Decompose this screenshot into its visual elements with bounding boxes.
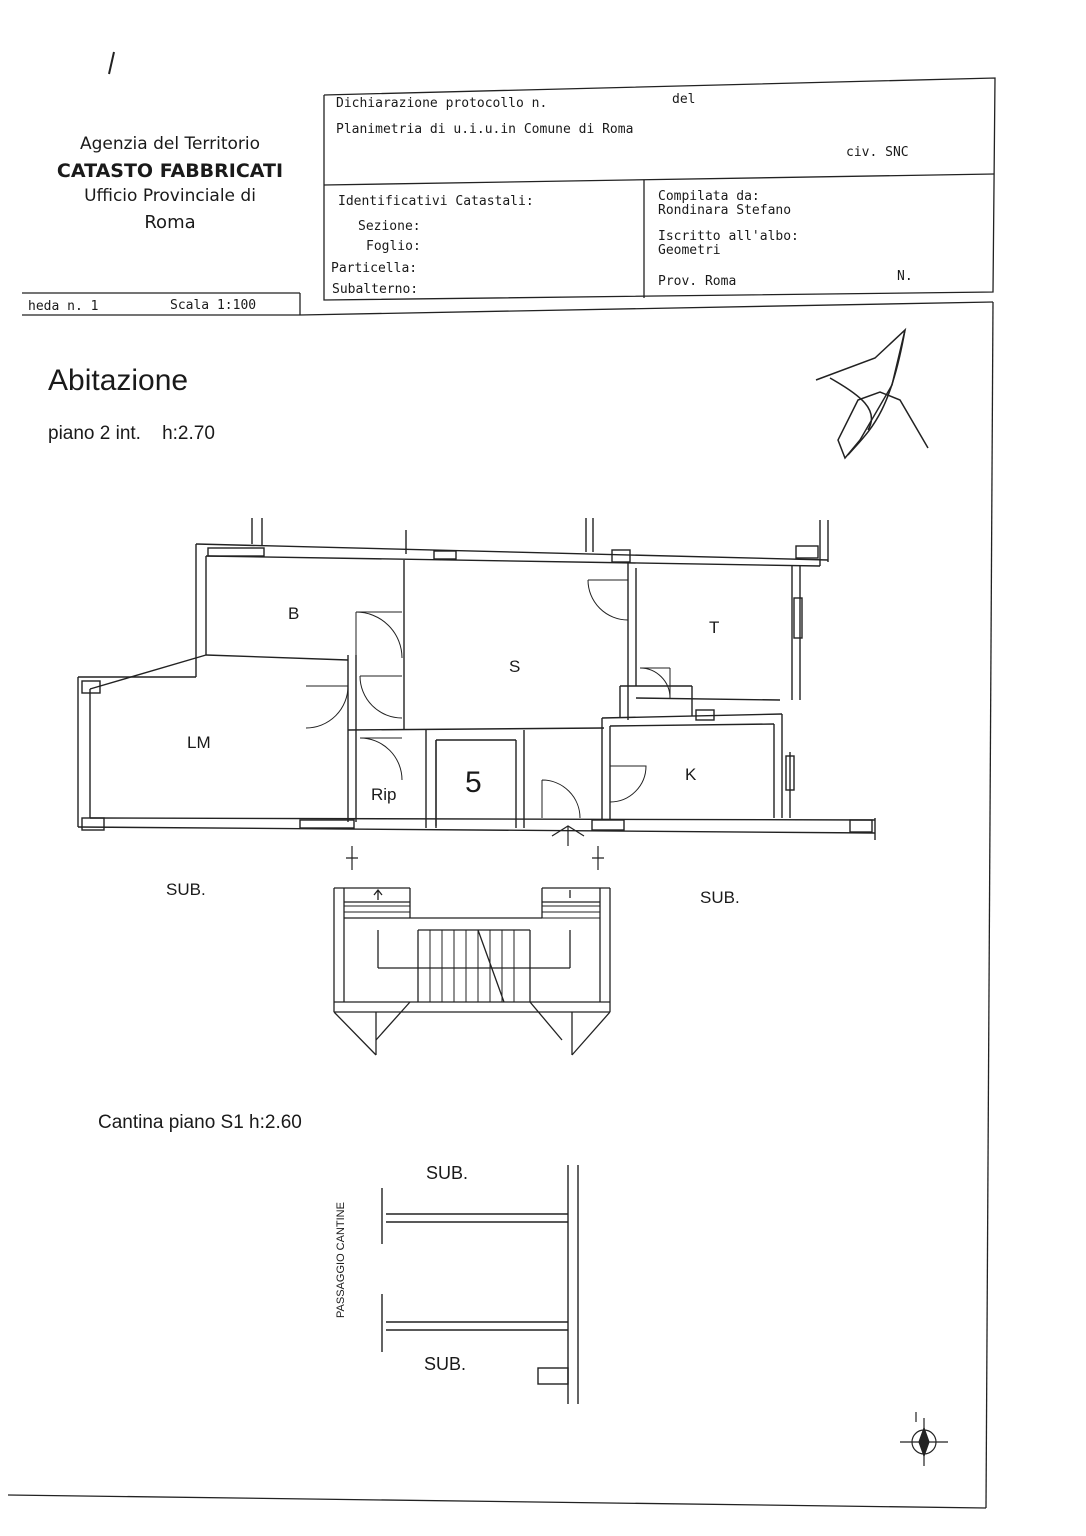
cantina-title: Cantina piano S1 h:2.60 — [98, 1112, 302, 1133]
signature — [816, 330, 928, 458]
entrance-arrows — [346, 826, 604, 870]
sezione-label: Sezione: — [358, 219, 421, 234]
numero-label: N. — [897, 269, 913, 284]
cantina-sub-bottom: SUB. — [424, 1354, 467, 1374]
dichiarazione-label: Dichiarazione protocollo n. — [336, 96, 548, 111]
room-label-t: T — [709, 618, 720, 637]
room-label-lm: LM — [187, 733, 211, 752]
foglio-label: Foglio: — [366, 239, 421, 254]
catasto-title: CATASTO FABBRICATI — [56, 160, 284, 182]
del-label: del — [672, 92, 696, 107]
plan-subtitle: piano 2 int. h:2.70 — [48, 423, 215, 444]
sub-right-label: SUB. — [700, 888, 740, 907]
provincia-label: Prov. Roma — [658, 274, 737, 289]
stair-steps — [344, 906, 600, 1002]
compass-rose — [900, 1412, 948, 1466]
room-label-b: B — [288, 604, 300, 623]
compilatore-name: Rondinara Stefano — [658, 203, 792, 218]
room-label-rip: Rip — [371, 785, 397, 804]
albo-value: Geometri — [658, 243, 721, 258]
door-swings — [306, 580, 670, 818]
stair-number: 5 — [465, 766, 482, 799]
scheda-label: heda n. 1 — [28, 299, 99, 314]
planimetria-label: Planimetria di u.i.u.in Comune di Roma — [336, 122, 634, 137]
page-border — [8, 302, 993, 1508]
header-frame — [22, 78, 995, 315]
subalterno-label: Subalterno: — [332, 282, 419, 297]
plan-title: Abitazione — [48, 364, 189, 397]
room-label-s: S — [509, 657, 521, 676]
scala-label: Scala 1:100 — [170, 298, 257, 313]
room-label-k: K — [685, 765, 697, 784]
iscritto-label: Iscritto all'albo: — [658, 229, 799, 244]
sub-left-label: SUB. — [166, 880, 206, 899]
agency-name: Agenzia del Territorio — [79, 134, 261, 154]
particella-label: Particella: — [331, 261, 418, 276]
passaggio-label: PASSAGGIO CANTINE — [335, 1202, 347, 1318]
identificativi-label: Identificativi Catastali: — [338, 194, 534, 209]
city-label: Roma — [144, 212, 196, 233]
cantina-walls — [382, 1165, 578, 1404]
compilata-label: Compilata da: — [658, 189, 760, 204]
civico-label: civ. SNC — [846, 145, 909, 160]
ufficio-label: Ufficio Provinciale di — [84, 186, 256, 206]
cantina-sub-top: SUB. — [426, 1163, 469, 1183]
stairwell — [334, 888, 610, 1055]
